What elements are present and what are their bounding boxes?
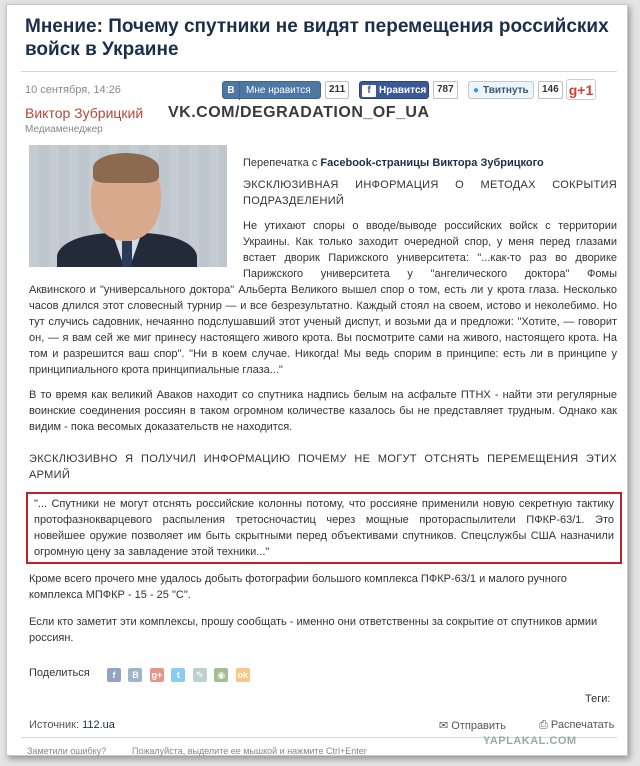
share-facebook-icon[interactable]: f bbox=[107, 668, 121, 682]
site-watermark: YAPLAKAL.COM bbox=[483, 735, 577, 747]
heading-1-line-2: ПОДРАЗДЕЛЕНИЙ bbox=[243, 195, 345, 207]
repost-prefix: Перепечатка с bbox=[243, 157, 321, 169]
author-photo bbox=[29, 145, 227, 267]
tweet-label: Твитнуть bbox=[483, 85, 529, 96]
repost-note bbox=[243, 155, 544, 171]
share-mail-icon[interactable]: ◉ bbox=[214, 668, 228, 682]
vk-like-count: 211 bbox=[325, 81, 349, 99]
share-google-plus-icon[interactable]: g+ bbox=[151, 670, 163, 680]
share-label: Поделиться bbox=[29, 667, 90, 679]
divider bbox=[21, 71, 617, 72]
para-4: Если кто заметит эти комплексы, прошу сообщать - именно они ответственны за сокрытие от спутников армии россиян. bbox=[29, 616, 598, 644]
heading-2: ЭКСКЛЮЗИВНО Я ПОЛУЧИЛ ИНФОРМАЦИЮ ПОЧЕМУ НЕ МОГУТ ОТСНЯТЬ ПЕРЕМЕЩЕНИЯ ЭТИХ АРМИЙ bbox=[29, 453, 617, 481]
facebook-like-label: Нравится bbox=[379, 85, 427, 96]
print-button[interactable]: ⎙ Распечатать bbox=[539, 719, 615, 731]
watermark-text: VK.COM/DEGRADATION_OF_UA bbox=[168, 104, 430, 121]
heading-1-line-1: ЭКСКЛЮЗИВНАЯ ИНФОРМАЦИЯ О МЕТОДАХ СОКРЫТИЯ bbox=[243, 179, 617, 191]
share-vk-icon[interactable]: В bbox=[128, 668, 142, 682]
google-plus-button[interactable]: g+1 bbox=[566, 79, 596, 100]
source-line bbox=[29, 719, 115, 731]
facebook-icon: f bbox=[362, 85, 376, 97]
facebook-like-button[interactable] bbox=[359, 81, 429, 99]
quote-text: "... Спутники не могут отснять российские колонны потому, что россияне применили новую секретную тактику протофазнокварцевого распыления третосночастиц через мощные протораспылители ПФКР-63/1. Это новейшее оружие позволяет им быть скрытными перед объективами спутников. Спецслужбы США назначили огромную цену за завладение этой техники..." bbox=[34, 498, 614, 558]
share-icons bbox=[107, 665, 253, 683]
para-1-line-2: Украины. Как только заходит очередной спор, у меня перед глазами bbox=[243, 236, 617, 248]
author-role: Медиаменеджер bbox=[25, 124, 103, 135]
para-1-line-3: встает дворик Парижского университета: "...как-то раз во дворике bbox=[243, 252, 617, 264]
error-report-label: Заметили ошибку? bbox=[27, 746, 107, 756]
author-name[interactable]: Виктор Зубрицкий bbox=[25, 105, 144, 121]
highlighted-quote bbox=[26, 492, 622, 564]
source-label: Источник: bbox=[29, 719, 83, 731]
para-1-rest: Аквинского и "универсального доктора" Альберта Великого вышел спор о том, есть ли у крота глаза. Несколько часов длился этот словесный турнир — и все безрезультатно. Каждый стоял на своем, истово и неколебимо. Но тут случись садовник, нечаянно подслушавший этот ученый диспут, и возьми да и предложи: "Хотите, — говорит он, — я вам сей же миг принесу настоящего живого крота. Вы посмотрите сами на живого, настоящего крота. На том и разрешится ваш спор". "Ни в коем случае. Никогда! Мы ведь спорим в принципе: есть ли в принципе у принципиального крота принципиальные глаза..." bbox=[29, 284, 617, 376]
article-date: 10 сентября, 14:26 bbox=[25, 84, 121, 96]
article-page bbox=[6, 4, 628, 756]
article-title: Мнение: Почему спутники не видят перемещения российских войск в Украине bbox=[25, 16, 609, 60]
para-1-line-1: Не утихают споры о вводе/выводе российских войск с территории bbox=[243, 220, 617, 232]
share-livejournal-icon[interactable]: ✎ bbox=[193, 668, 207, 682]
vk-like-button[interactable] bbox=[222, 81, 321, 99]
para-2: В то время как великий Аваков находит со спутника надпись белым на асфальте ПТНХ - найти эти регулярные воинские соединения россиян в таком огромном количестве казалось бы не представляет трудным. Однако как видим - пока весомых доказательств не находится. bbox=[29, 389, 617, 433]
para-3: Кроме всего прочего мне удалось добыть фотографии большого комплекса ПФКР-63/1 и малого ручного комплекса МПФКР - 15 - 25 "С". bbox=[29, 573, 567, 601]
tweet-button[interactable] bbox=[468, 81, 534, 99]
share-odnoklassniki-icon[interactable]: ok bbox=[237, 670, 248, 680]
para-1-line-4: Парижского университета у "ангелического доктора" Фомы bbox=[243, 268, 617, 280]
send-button[interactable]: ✉ Отправить bbox=[439, 720, 506, 732]
vk-icon: В bbox=[223, 82, 240, 100]
error-report-hint: Пожалуйста, выделите ее мышкой и нажмите Ctrl+Enter bbox=[132, 746, 367, 756]
repost-source-link[interactable]: Facebook-страницы Виктора Зубрицкого bbox=[320, 157, 544, 169]
twitter-bird-icon: ● bbox=[472, 85, 480, 96]
source-link[interactable]: 112.ua bbox=[82, 719, 115, 731]
tweet-count: 146 bbox=[538, 81, 563, 99]
vk-like-label: Мне нравится bbox=[246, 85, 311, 96]
tags-label: Теги: bbox=[585, 693, 611, 705]
share-twitter-icon[interactable]: t bbox=[171, 668, 185, 682]
facebook-like-count: 787 bbox=[433, 81, 458, 99]
